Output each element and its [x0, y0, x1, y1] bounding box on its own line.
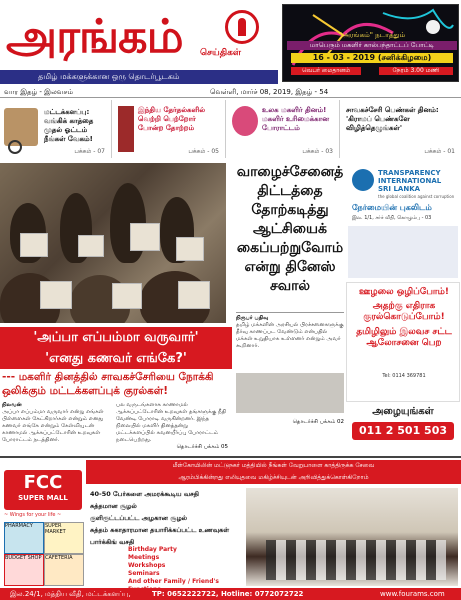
- teaser-1-text: மட்டக்களப்பு: வங்கிக் காத்தை முதல் ஓட்டம் நீங்கள் வேகம்!: [44, 108, 94, 143]
- fcc-advert[interactable]: [0, 456, 461, 588]
- teaser-1-page: பக்கம் - 07: [74, 148, 105, 155]
- restaurant-photo: [246, 488, 458, 586]
- quote-banner-1: 'அப்பா எப்பம்மா வருவார்': [0, 327, 232, 349]
- main-story-headline: --- மகளிர் தினத்தில் சாவகச்சேரியை நோக்கி ஒலிக்கும் மட்டக்களப்புக் குரல்கள்!: [2, 371, 214, 397]
- fcc-feature: 40-50 பேர்களை அமரக்கூடிய வசதி: [90, 490, 199, 498]
- side-story-photo: [236, 373, 344, 413]
- main-story-body-left: அப்பா எப்பம்மா வருவார் என்று எங்கள் பிள்ளைகள் கேட்கிறார்கள் என்றும் எனது கணவர் எங்கே என்றும் கேள்வியுடன் காணாமல் ஆக்கப்பட்டோரின் உறவுகள் போராட்டம் நடத்தினர்.: [2, 409, 104, 443]
- ads-label: அழையுங்கள்: [372, 406, 434, 417]
- wheel-icon: [8, 140, 22, 154]
- event-title: "அரங்கம்" நடாத்தும்: [338, 31, 406, 39]
- fcc-feature: குளிரூட்டப்பட்ட அழகான சூழல்: [90, 514, 188, 522]
- event-subtitle: மாபெரும் மகளிர் கால்பந்தாட்டப் போட்டி: [287, 41, 457, 50]
- fcc-feature: பார்க்கிங் வசதி: [90, 538, 135, 546]
- main-story-body-right: பல வருடங்களாக காணாமல் ஆக்கப்பட்டோரின் உறவுகள் தங்களுக்கு நீதி வேண்டி போராடி வருகின்றனர். இந்த நிலையில் மகளிர் தினத்தன்று மட்டக்களப்பில் கவனயீர்ப்பு போராட்டம் நடைபெற்றது.: [116, 402, 227, 443]
- fcc-feature: சுத்தமான சூழல்: [90, 502, 137, 510]
- masthead-logo-icon: [225, 10, 259, 44]
- fcc-budget-shop: BUDGET SHOP: [4, 554, 44, 586]
- fcc-event-list: [128, 546, 240, 594]
- quote-banner-2: 'எனது கணவர் எங்கே?': [0, 349, 232, 369]
- fcc-slogan: ~ Wings for your life ~: [4, 512, 62, 518]
- teaser-2-text: இந்திய தேர்தல்களில் வெற்றி பெற்றோர் போன்ற தோற்றம்: [138, 106, 206, 132]
- rickshaw-image: [4, 108, 38, 146]
- main-story-right-column: [116, 402, 228, 452]
- ads-call-box[interactable]: [346, 404, 460, 444]
- teaser-2[interactable]: [114, 100, 226, 158]
- ti-tag: the global coalition against corruption: [378, 194, 455, 199]
- teaser-1[interactable]: [0, 100, 112, 158]
- fcc-headline: மீள்கோயிலின் மட்டுநகர் மத்தியில் நீங்கள் வேறுபாளை காத்திருக்க சேவை: [86, 460, 461, 472]
- fcc-event: Meetings: [128, 554, 160, 561]
- event-date: 16 - 03 - 2019 (சனிக்கிழமை): [291, 53, 453, 63]
- footer-website[interactable]: www.fourams.com: [380, 590, 445, 598]
- event-banner: [282, 4, 459, 82]
- ti-globe-icon: [352, 169, 374, 191]
- masthead-title: அரங்கம்: [6, 9, 183, 63]
- ads-phone: 011 2 501 503: [352, 422, 454, 440]
- fcc-feature: சுத்தம் சுகாதாரமான தயாரிக்கப்பட்ட உணவுகள்: [90, 526, 230, 534]
- corruption-line1: ஊழலை ஒழிப்போம்!: [359, 287, 449, 297]
- teaser-3-page: பக்கம் - 03: [302, 148, 333, 155]
- main-story-byline: நிலவன்: [2, 402, 22, 408]
- protest-photo: [0, 163, 226, 323]
- masthead-subtitle: செய்திகள்: [200, 48, 241, 58]
- fcc-event: Workshops: [128, 562, 166, 569]
- fcc-feature-list: [90, 488, 240, 548]
- ti-tamil: நேர்மையின் புகலிடம்: [352, 203, 432, 212]
- footer-bar: [0, 588, 461, 600]
- dateline: [0, 86, 461, 98]
- side-story-column: [236, 315, 344, 450]
- main-story-continued[interactable]: தொடர்ச்சி பக்கம் 05: [176, 444, 228, 450]
- teaser-3-image: [232, 106, 258, 136]
- teaser-3-text: உலக மகளிர் தினம்! மகளிர் உரிமைக்கான போராட்டம்: [262, 106, 329, 132]
- footer-phone[interactable]: TP: 0652222722, Hotline: 0772072722: [152, 590, 304, 598]
- fcc-event: And other Family / Friend's: [128, 578, 219, 585]
- event-time: நேரம் 3.00 மணி: [379, 67, 453, 75]
- fcc-pharmacy: PHARMACY: [4, 522, 44, 554]
- fcc-event: Seminars: [128, 570, 160, 577]
- teaser-4-page: பக்கம் - 01: [424, 148, 455, 155]
- ti-org: TRANSPARENCY INTERNATIONAL: [378, 169, 442, 185]
- ti-image-strip: [348, 226, 458, 278]
- fcc-supermarket: SUPER MARKET: [44, 522, 84, 554]
- ti-ad[interactable]: [348, 163, 461, 223]
- side-story-continued[interactable]: தொடர்ச்சி பக்கம் 02: [292, 419, 344, 425]
- teaser-4[interactable]: [342, 100, 461, 158]
- ti-address: இல. 1/1, சர்ச் வீதி, கொழும்பு - 03: [352, 215, 432, 221]
- dateline-left: வார இதழ் - இலவசம்: [4, 88, 74, 96]
- fcc-logo: FCC SUPER MALL: [4, 470, 82, 510]
- tagline-bar: தமிழ் மக்களுக்கான ஒரு தொடர்பூடகம்: [0, 70, 278, 84]
- fcc-cafeteria: CAFETERIA: [44, 554, 84, 586]
- teaser-4-text: சாவகச்சேரி பெண்கள் தினம்: 'கிராமப் பெண்களே விழித்தெழுங்கள்': [346, 106, 439, 132]
- teaser-3[interactable]: [228, 100, 340, 158]
- teaser-2-image: [118, 106, 134, 152]
- corruption-line3: தமிழிலும் இலவச சட்ட ஆலோசனை பெற: [356, 327, 452, 348]
- fcc-subhead: ஆரம்பிக்கின்றது எலியுதவை மகிழ்ச்சியுடன் அறிவித்துக்கொள்கிறோம்: [86, 472, 461, 484]
- dateline-right: வெள்ளி, மார்ச் 08, 2019, இதழ் - 54: [210, 88, 329, 96]
- corruption-line2: அதற்கு எதிராக குரல்கொடுப்போம்!: [363, 301, 445, 322]
- footer-address: இல.24/1, மத்திய வீதி, மட்டக்களப்பு,: [10, 590, 131, 598]
- side-story-byline: நிருபர் பதிவு: [236, 315, 269, 321]
- teaser-2-page: பக்கம் - 05: [188, 148, 219, 155]
- side-story-headline: வாழைச்சேனைத் திட்டத்தை தோற்கடித்து ஆட்சியைக் கைப்பற்றுவோம் என்று தினேஸ் சவால்: [236, 164, 344, 294]
- fcc-event: Birthday Party: [128, 546, 177, 553]
- corruption-ad[interactable]: [346, 282, 460, 402]
- main-story-left-column: [2, 402, 110, 452]
- side-story-body: தமிழ் மக்களின் அரசியல் பிரச்சனைகளுக்கு தீர்வு காணப்பட வேண்டும் என்பதில் மக்கள் உறுதியாக உள்ளனர் என்றும் அவர் கூறினார்.: [236, 322, 344, 349]
- corruption-contact: Tel: 0114 369781: [382, 373, 426, 379]
- ti-country: SRI LANKA: [378, 185, 421, 193]
- event-venue: வெபர் மைதானம்: [291, 67, 361, 75]
